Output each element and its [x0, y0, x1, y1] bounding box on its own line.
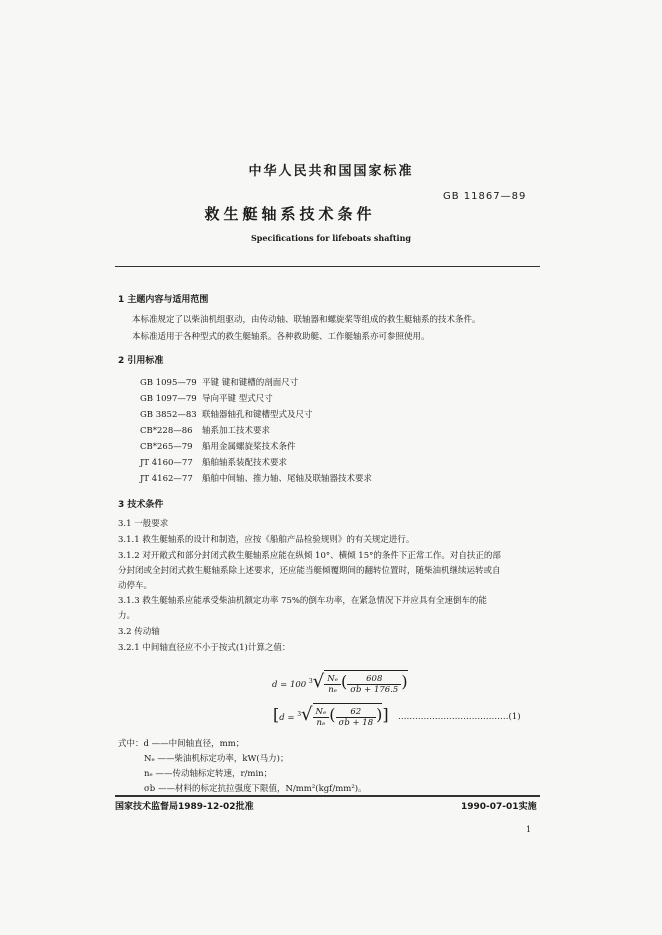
clause-3-1-2-line-3: 动停车。	[118, 581, 153, 591]
reference-title: 联轴器轴孔和键槽型式及尺寸	[202, 410, 313, 420]
english-title: Specifications for lifeboats shafting	[251, 233, 411, 243]
reference-title: 船用金属螺旋桨技术条件	[202, 442, 296, 452]
reference-code: GB 3852—83	[140, 410, 197, 420]
clause-3-1-2-line-2: 分封闭或全封闭式救生艇轴系除上述要求，还应能当艇倾覆期间的翻转位置时，随柴油机继续运转或自	[118, 566, 501, 576]
reference-title: 轴系加工技术要求	[202, 426, 271, 436]
footer-rule	[115, 795, 540, 797]
reference-item	[140, 472, 372, 484]
formula-2-ratio	[313, 707, 330, 728]
approval-line: 国家技术监督局1989-12-02批准	[115, 802, 254, 812]
effective-date: 1990-07-01实施	[461, 802, 537, 812]
formula-2-ratio-num: Nₑ	[313, 707, 330, 718]
clause-3-1-3-line-1: 3.1.3 救生艇轴系应能承受柴油机额定功率 75%的倒车功率，在紧急情况下并应具有全速倒车的能	[118, 596, 487, 606]
section-1-para-2: 本标准适用于各种型式的救生艇轴系。各种救助艇、工作艇轴系亦可参照使用。	[132, 332, 430, 342]
where-intro: 式中：d ——中间轴直径，mm；	[118, 739, 245, 749]
reference-code: CB*228—86	[140, 426, 193, 436]
clause-3-1-2-line-1: 3.1.2 对开敞式和部分封闭式救生艇轴系应能在纵倾 10°、横倾 15°的条件下正常工作。对自扶正的部	[118, 551, 501, 561]
standard-number: GB 11867—89	[443, 191, 527, 202]
section-2-heading: 2 引用标准	[118, 356, 164, 366]
formula-1-lhs: d = 100	[272, 680, 307, 690]
clause-3-1: 3.1 一般要求	[118, 519, 169, 529]
formula-1-ratio-num: Nₑ	[324, 674, 341, 685]
radical-sign-icon: √	[301, 704, 313, 725]
formula-1-root-index: 3	[308, 678, 313, 686]
reference-code: GB 1095—79	[140, 378, 197, 388]
clause-3-1-1: 3.1.1 救生艇轴系的设计和制造，应按《船舶产品检验规则》的有关规定进行。	[118, 535, 415, 545]
document-title: 救生艇轴系技术条件	[204, 205, 376, 223]
formula-2: [d = $^3$√ $\frac{\text{Nₑ}}{\text{nₑ}}$ ( $\frac{62}{\sigma b + 18}$ )]	[273, 704, 389, 728]
formula-2-root-index: 3	[297, 711, 302, 719]
reference-title: 平键 键和键槽的剖面尺寸	[202, 378, 299, 388]
where-n: nₑ ——传动轴标定转速，r/min；	[144, 769, 273, 779]
page-number: 1	[526, 825, 532, 834]
header-rule	[115, 266, 540, 267]
reference-item	[140, 408, 313, 420]
section-1-para-1: 本标准规定了以柴油机组驱动，由传动轴、联轴器和螺旋桨等组成的救生艇轴系的技术条件。	[132, 315, 481, 325]
formula-1-denominator: σb + 176.5	[350, 685, 399, 695]
reference-item	[140, 440, 296, 452]
formula-2-fraction	[336, 707, 377, 728]
formula-2-denominator: σb + 18	[338, 718, 374, 728]
reference-code: GB 1097—79	[140, 394, 197, 404]
formula-1-numerator: 608	[347, 674, 401, 685]
reference-item	[140, 424, 270, 436]
formula-1-ratio-den: nₑ	[328, 685, 337, 695]
reference-item	[140, 456, 287, 468]
reference-item	[140, 376, 298, 388]
formula-2-lhs: d =	[279, 713, 295, 723]
reference-item	[140, 392, 273, 404]
reference-code: JT 4162—77	[140, 474, 193, 484]
national-standard-title: 中华人民共和国国家标准	[248, 164, 414, 179]
where-ne: Nₑ ——柴油机标定功率，kW(马力)；	[144, 754, 289, 764]
clause-3-2-1: 3.2.1 中间轴直径应不小于按式(1)计算之值：	[118, 643, 291, 653]
formula-2-radicand: $\frac{\text{Nₑ}}{\text{nₑ}}$ ( $\frac{62}{\sigma b + 18}$ )	[313, 703, 383, 728]
radical-sign-icon: √	[312, 671, 325, 692]
reference-title: 导向平键 型式尺寸	[202, 394, 273, 404]
formula-1-radicand: $\frac{\text{Nₑ}}{\text{nₑ}}$ ( $\frac{608}{\sigma b + 176.5}$ )	[324, 670, 407, 695]
clause-3-1-3-line-2: 力。	[118, 611, 136, 621]
reference-title: 船舶轴系装配技术要求	[202, 458, 288, 468]
formula-1-fraction	[347, 674, 401, 695]
formula-1-ratio	[324, 674, 341, 695]
formula-2-ratio-den: nₑ	[316, 718, 326, 728]
formula-2-numerator: 62	[336, 707, 377, 718]
reference-code: CB*265—79	[140, 442, 193, 452]
equation-number: …………………………………(1)	[398, 712, 521, 722]
clause-3-2: 3.2 传动轴	[118, 627, 160, 637]
reference-code: JT 4160—77	[140, 458, 193, 468]
reference-title: 船舶中间轴、推力轴、尾轴及联轴器技术要求	[202, 474, 373, 484]
formula-1	[272, 670, 408, 695]
section-3-heading: 3 技术条件	[118, 500, 164, 510]
where-sigma: σb ——材料的标定抗拉强度下限值，N/mm²(kgf/mm²)。	[144, 784, 367, 794]
section-1-heading: 1 主题内容与适用范围	[118, 295, 209, 305]
